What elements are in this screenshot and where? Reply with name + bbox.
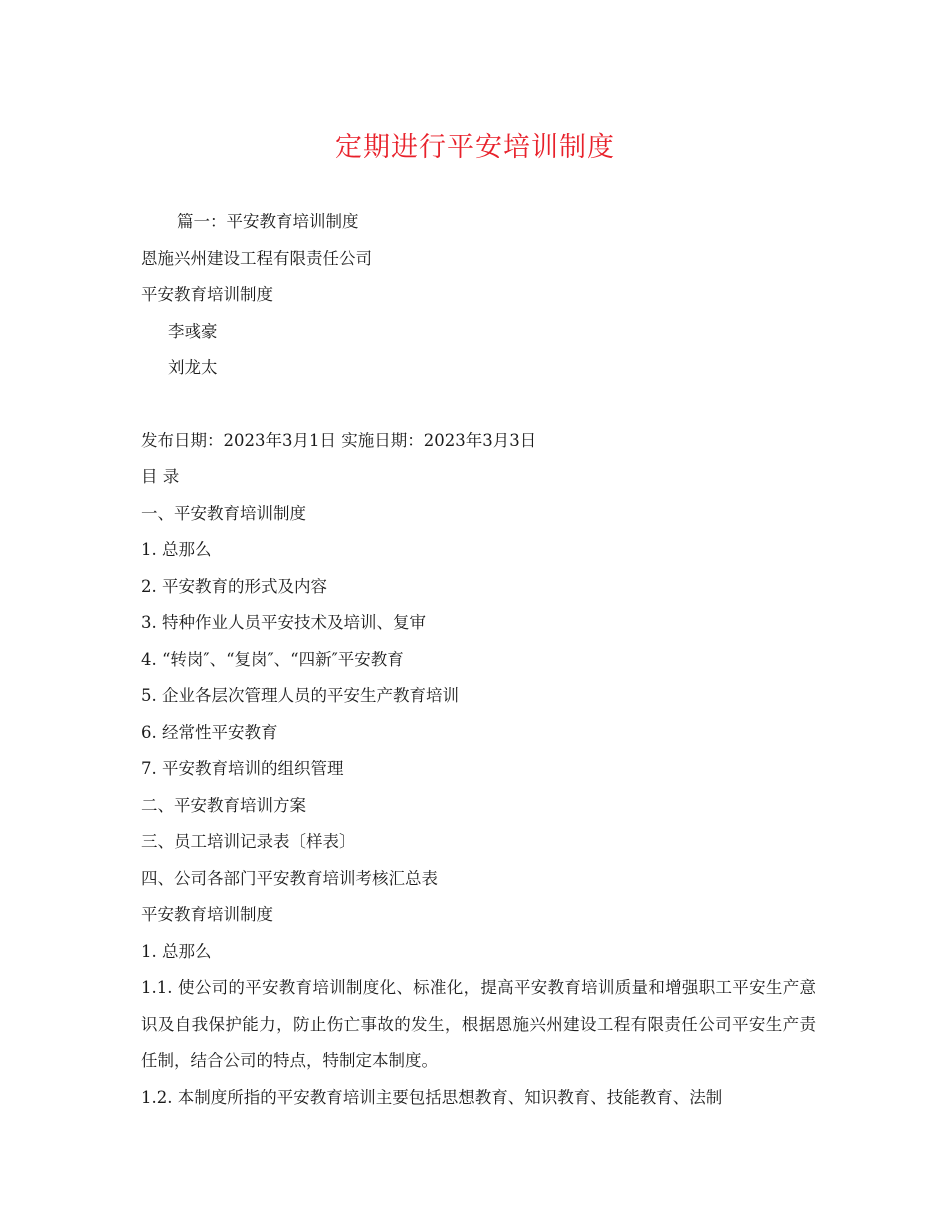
paragraph-1-1: 1.1. 使公司的平安教育培训制度化、标准化，提高平安教育培训质量和增强职工平安生产意识及自我保护能力，防止伤亡事故的发生，根据恩施兴州建设工程有限责任公司平安生产责任制，结合公司的特点，特制定本制度。 — [141, 978, 816, 1070]
spacer — [141, 387, 816, 423]
table-of-contents — [141, 496, 816, 898]
toc-item: 3. 特种作业人员平安技术及培训、复审 — [141, 613, 426, 632]
toc-heading: 目 录 — [141, 467, 180, 486]
section-title: 平安教育培训制度 — [141, 905, 273, 924]
toc-item: 4. “转岗″、“复岗″、“四新″平安教育 — [141, 649, 404, 669]
company-name: 恩施兴州建设工程有限责任公司 — [141, 248, 372, 268]
author-1: 李彧豪 — [168, 321, 218, 341]
toc-item: 2. 平安教育的形式及内容 — [141, 576, 327, 596]
document-name: 平安教育培训制度 — [141, 285, 273, 304]
publish-dates: 发布日期：2023年3月1日 实施日期：2023年3月3日 — [141, 430, 537, 450]
subtitle: 篇一：平安教育培训制度 — [177, 212, 359, 231]
paragraph-1-2: 1.2. 本制度所指的平安教育培训主要包括思想教育、知识教育、技能教育、法制 — [141, 1087, 723, 1107]
document-title: 定期进行平安培训制度 — [335, 132, 615, 163]
toc-item: 一、平安教育培训制度 — [141, 503, 306, 523]
toc-item: 7. 平安教育培训的组织管理 — [141, 759, 344, 778]
author-2: 刘龙太 — [168, 358, 218, 377]
section-heading: 1. 总那么 — [141, 941, 212, 961]
toc-item: 6. 经常性平安教育 — [141, 722, 278, 742]
toc-item: 二、平安教育培训方案 — [141, 795, 306, 815]
document-body — [141, 204, 816, 1116]
toc-item: 四、公司各部门平安教育培训考核汇总表 — [141, 868, 438, 888]
toc-item: 5. 企业各层次管理人员的平安生产教育培训 — [141, 686, 459, 705]
toc-item: 三、员工培训记录表〔样表〕 — [141, 832, 356, 851]
toc-item: 1. 总那么 — [141, 540, 212, 559]
